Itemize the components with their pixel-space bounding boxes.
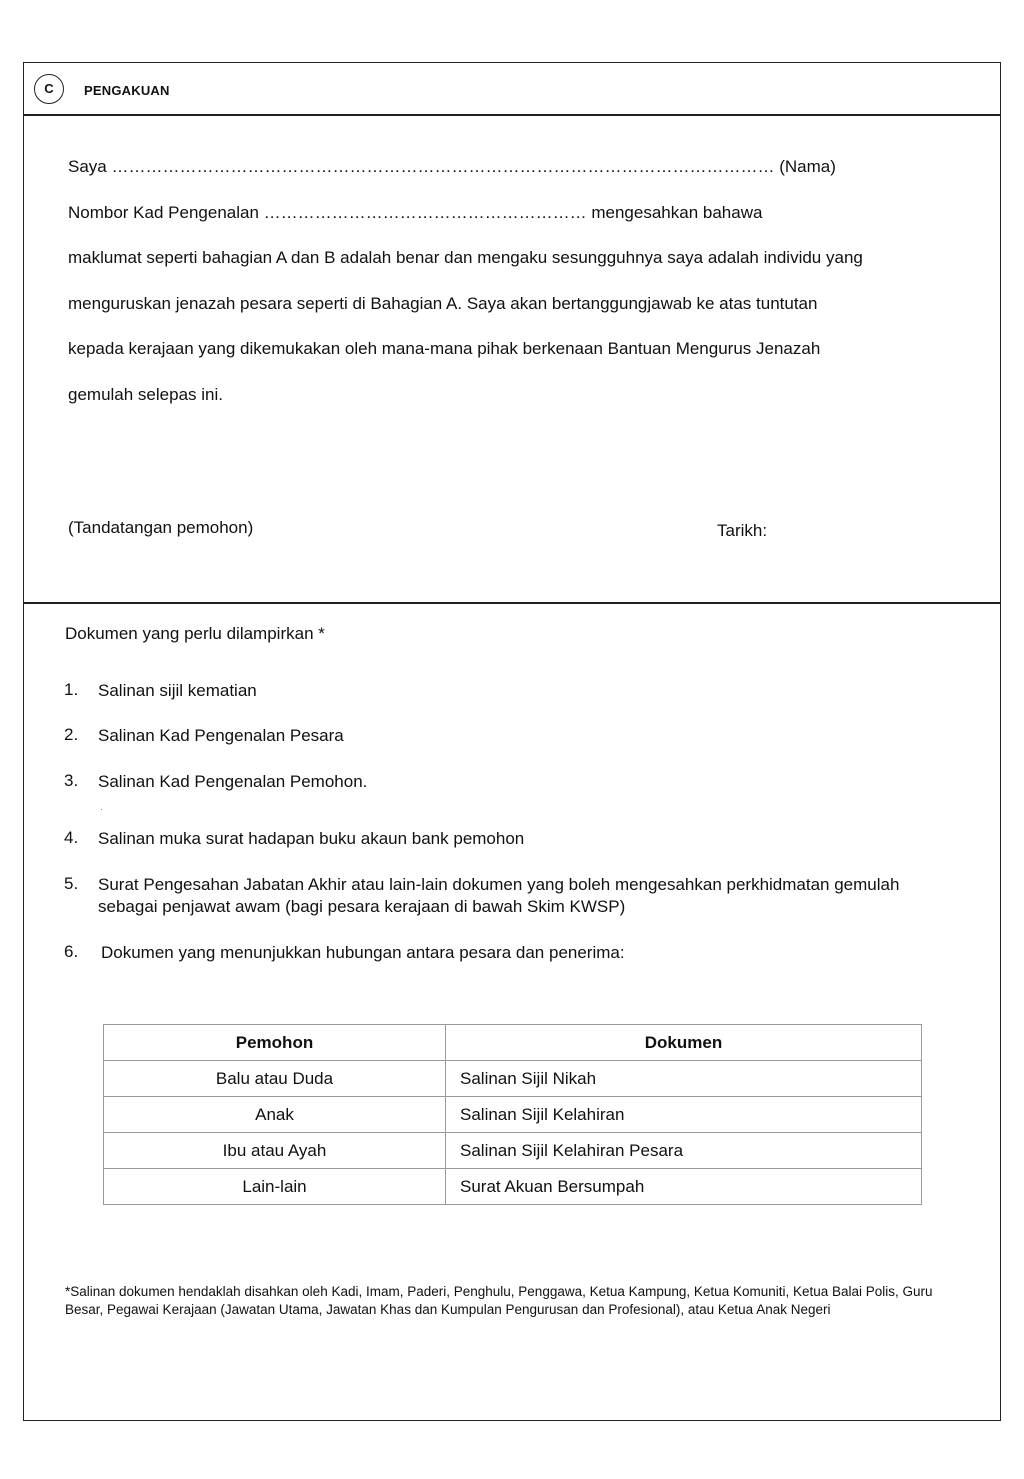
list-item-number: 2. bbox=[64, 725, 79, 744]
list-item-text: Salinan sijil kematian bbox=[98, 681, 257, 700]
table-row bbox=[104, 1097, 922, 1133]
column-header-applicant: Pemohon bbox=[104, 1025, 446, 1061]
applicant-cell: Balu atau Duda bbox=[104, 1061, 446, 1097]
form-frame bbox=[23, 62, 1001, 1421]
stray-mark: · bbox=[100, 804, 103, 814]
section-badge: C bbox=[34, 74, 64, 104]
declaration-line-name: Saya ……………………………………………………………………………………………………… (Nama) bbox=[68, 157, 836, 176]
section-title: PENGAKUAN bbox=[84, 83, 170, 98]
document-cell: Surat Akuan Bersumpah bbox=[446, 1169, 922, 1205]
document-cell: Salinan Sijil Kelahiran Pesara bbox=[446, 1133, 922, 1169]
section-divider bbox=[24, 602, 1000, 604]
applicant-cell: Anak bbox=[104, 1097, 446, 1133]
list-item-text: Dokumen yang menunjukkan hubungan antara pesara dan penerima: bbox=[101, 943, 625, 962]
table-row bbox=[104, 1061, 922, 1097]
declaration-line: menguruskan jenazah pesara seperti di Bahagian A. Saya akan bertanggungjawab ke atas tuntutan bbox=[68, 294, 818, 313]
table-row bbox=[104, 1169, 922, 1205]
table-row bbox=[104, 1133, 922, 1169]
document-cell: Salinan Sijil Kelahiran bbox=[446, 1097, 922, 1133]
document-cell: Salinan Sijil Nikah bbox=[446, 1061, 922, 1097]
applicant-cell: Lain-lain bbox=[104, 1169, 446, 1205]
documents-title: Dokumen yang perlu dilampirkan * bbox=[65, 624, 325, 643]
declaration-line: maklumat seperti bahagian A dan B adalah benar dan mengaku sesungguhnya saya adalah individu yang bbox=[68, 248, 863, 267]
date-label: Tarikh: bbox=[717, 521, 768, 540]
footnote: *Salinan dokumen hendaklah disahkan oleh Kadi, Imam, Paderi, Penghulu, Penggawa, Ketua Kampung, Ketua Komuniti, Ketua Balai Polis, Guru Besar, Pegawai Kerajaan (Jawatan Utama, Jawatan Khas dan Kumpulan Pengurusan dan Profesional), atau Ketua Anak Negeri bbox=[65, 1284, 933, 1317]
list-item-text: Salinan Kad Pengenalan Pemohon. bbox=[98, 772, 368, 791]
section-header bbox=[24, 63, 1000, 116]
signature-label: (Tandatangan pemohon) bbox=[68, 518, 254, 537]
list-item-number: 6. bbox=[64, 942, 79, 961]
applicant-cell: Ibu atau Ayah bbox=[104, 1133, 446, 1169]
table-header-row bbox=[104, 1025, 922, 1061]
declaration-line-ic: Nombor Kad Pengenalan ………………………………………………… mengesahkan bahawa bbox=[68, 203, 763, 222]
list-item-text: Salinan Kad Pengenalan Pesara bbox=[98, 726, 344, 745]
relationship-table bbox=[103, 1024, 922, 1205]
list-item-number: 3. bbox=[64, 771, 79, 790]
list-item-number: 4. bbox=[64, 828, 79, 847]
column-header-document: Dokumen bbox=[446, 1025, 922, 1061]
list-item-number: 5. bbox=[64, 874, 79, 893]
declaration-line: kepada kerajaan yang dikemukakan oleh mana-mana pihak berkenaan Bantuan Mengurus Jenazah bbox=[68, 339, 821, 358]
list-item-text: Salinan muka surat hadapan buku akaun bank pemohon bbox=[98, 829, 525, 848]
list-item-number: 1. bbox=[64, 680, 79, 699]
declaration-line: gemulah selepas ini. bbox=[68, 385, 223, 404]
list-item-text: Surat Pengesahan Jabatan Akhir atau lain-lain dokumen yang boleh mengesahkan perkhidmatan gemulah sebagai penjawat awam (bagi pesara kerajaan di bawah Skim KWSP) bbox=[98, 875, 900, 916]
